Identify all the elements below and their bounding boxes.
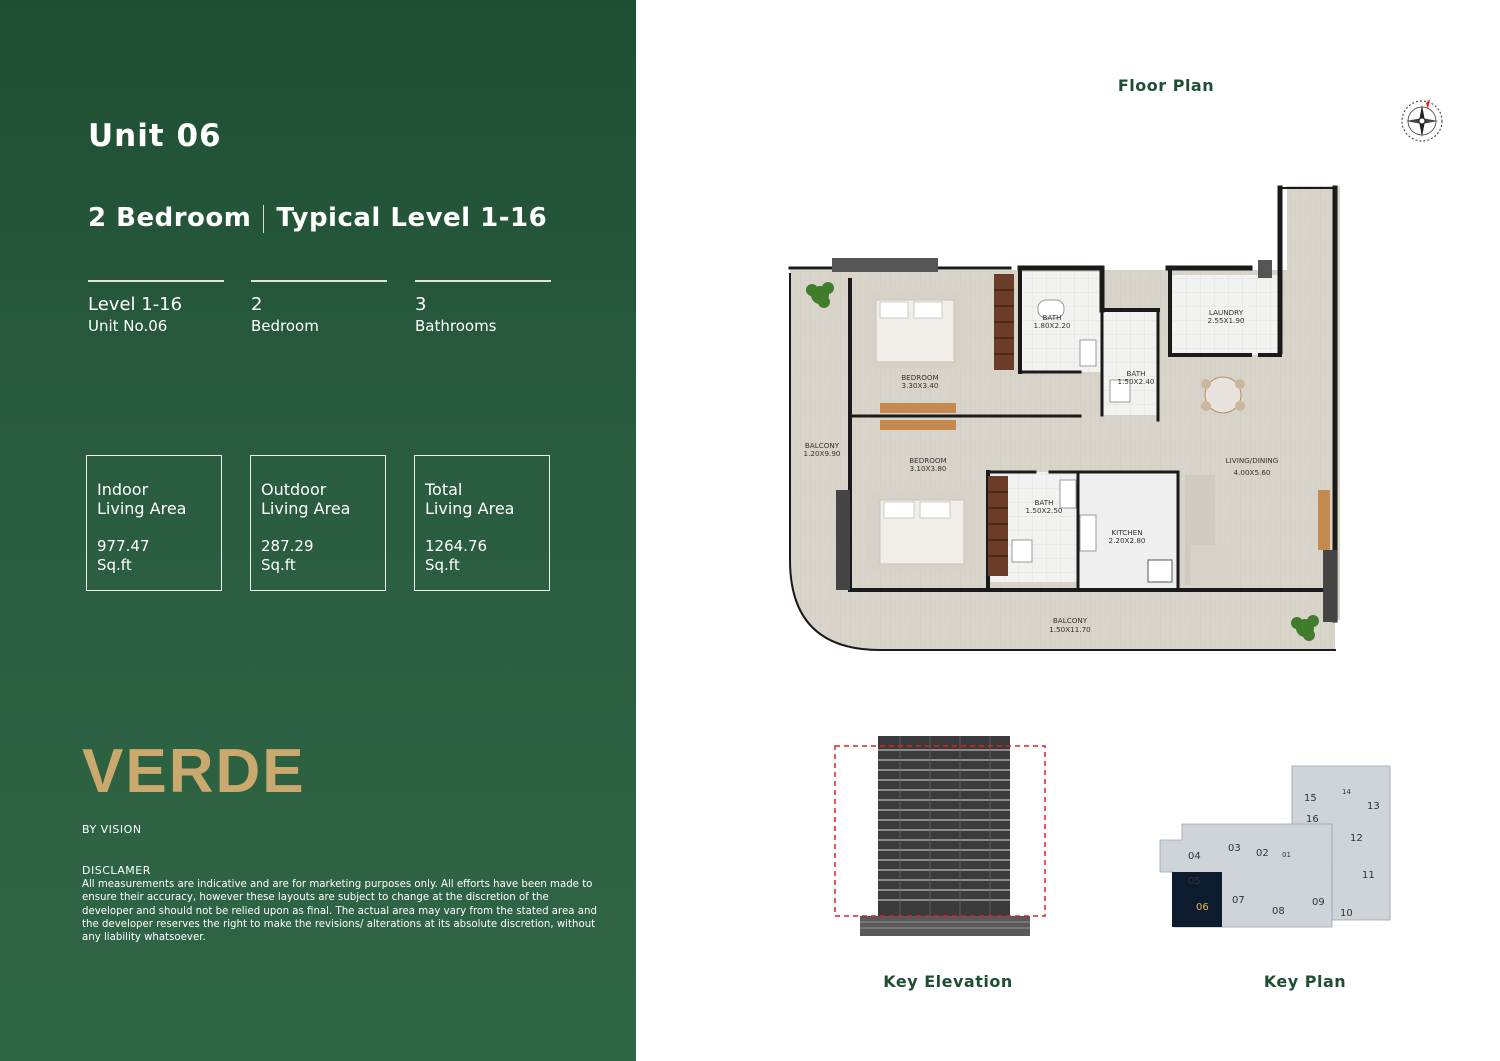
room-dims: 2.20X2.80 [1108, 536, 1146, 545]
stat-main: 2 [251, 294, 263, 315]
unit-03: 03 [1228, 843, 1241, 854]
stat-bathrooms [415, 280, 551, 335]
area-label: Total [425, 480, 463, 499]
indoor-area-box [86, 455, 222, 591]
stat-main: 3 [415, 294, 427, 315]
room-dims: 1.50X11.70 [1049, 625, 1091, 634]
room-name: BALCONY [804, 441, 840, 450]
outdoor-area-box [250, 455, 386, 591]
key-plan-title: Key Plan [1263, 972, 1347, 991]
key-elevation-title: Key Elevation [883, 972, 1013, 991]
room-name: BATH [1034, 498, 1054, 507]
room-dims: 1.20X9.90 [803, 449, 841, 458]
stat-bedroom [251, 280, 387, 335]
info-panel [0, 0, 636, 1061]
area-label: Living Area [261, 499, 351, 518]
unit-06: 06 [1196, 902, 1209, 913]
stat-sub: Unit No.06 [88, 317, 168, 335]
unit-01: 01 [1282, 851, 1291, 859]
typical-level: Typical Level 1-16 [276, 203, 548, 233]
room-dims: 3.10X3.80 [909, 464, 947, 473]
stat-main: Level 1-16 [88, 294, 183, 315]
room-dims: 1.50X2.50 [1025, 506, 1063, 515]
area-unit: Sq.ft [425, 556, 460, 574]
unit-11: 11 [1362, 870, 1375, 881]
room-name: BATH [1042, 313, 1062, 322]
room-dims: 3.30X3.40 [901, 381, 939, 390]
area-value: 287.29 [261, 537, 314, 555]
room-name: BEDROOM [901, 373, 939, 382]
unit-09: 09 [1312, 897, 1325, 908]
unit-10: 10 [1340, 908, 1353, 919]
logo-byline: BY VISION [82, 823, 142, 836]
unit-07: 07 [1232, 895, 1245, 906]
area-label: Indoor [97, 480, 149, 499]
room-dims: 2.55X1.90 [1207, 316, 1245, 325]
disclaimer-title: DISCLAMER [82, 864, 151, 877]
area-label: Living Area [425, 499, 515, 518]
key-elevation-drawing [830, 730, 1050, 940]
floor-plan-title: Floor Plan [1117, 76, 1215, 95]
floor-plan-drawing [780, 180, 1360, 665]
room-name: LIVING/DINING [1225, 456, 1279, 465]
unit-13: 13 [1367, 801, 1380, 812]
room-name: BALCONY [1052, 616, 1088, 625]
room-name: BEDROOM [909, 456, 947, 465]
unit-02: 02 [1256, 848, 1269, 859]
unit-16: 16 [1306, 814, 1319, 825]
bedroom-type: 2 Bedroom [88, 203, 252, 233]
unit-08: 08 [1272, 906, 1285, 917]
room-dims: 1.80X2.20 [1033, 321, 1071, 330]
unit-subtitle [88, 203, 547, 233]
total-area-box [414, 455, 550, 591]
area-value: 1264.76 [425, 537, 488, 555]
area-unit: Sq.ft [261, 556, 296, 574]
stat-level [88, 280, 224, 335]
room-dims: 4.00X5.60 [1233, 468, 1271, 477]
unit-title: Unit 06 [88, 118, 222, 154]
area-value: 977.47 [97, 537, 150, 555]
key-plan-drawing [1152, 762, 1396, 932]
room-name: BATH [1126, 369, 1146, 378]
compass-icon [1390, 95, 1454, 147]
stat-sub: Bedroom [251, 317, 319, 335]
subtitle-divider [263, 205, 264, 233]
unit-15: 15 [1304, 793, 1317, 804]
area-label: Living Area [97, 499, 187, 518]
unit-14: 14 [1342, 788, 1351, 796]
room-name: KITCHEN [1111, 528, 1143, 537]
disclaimer-text: All measurements are indicative and are for marketing purposes only. All efforts have been made to ensure their accuracy, however these layouts are subject to change at the discretion of the developer and should not be relied upon as final. The actual area may vary from the stated area and the developer reserves the right to make the revisions/ alterations at its absolute discretion, without any liability whatsoever. [82, 879, 597, 944]
room-name: LAUNDRY [1208, 308, 1244, 317]
verde-logo: VERDE [82, 737, 306, 806]
unit-05: 05 [1188, 876, 1201, 887]
unit-12: 12 [1350, 833, 1363, 844]
unit-04: 04 [1188, 851, 1201, 862]
room-dims: 1.50X2.40 [1117, 377, 1155, 386]
stat-sub: Bathrooms [415, 317, 497, 335]
area-label: Outdoor [261, 480, 327, 499]
area-unit: Sq.ft [97, 556, 132, 574]
